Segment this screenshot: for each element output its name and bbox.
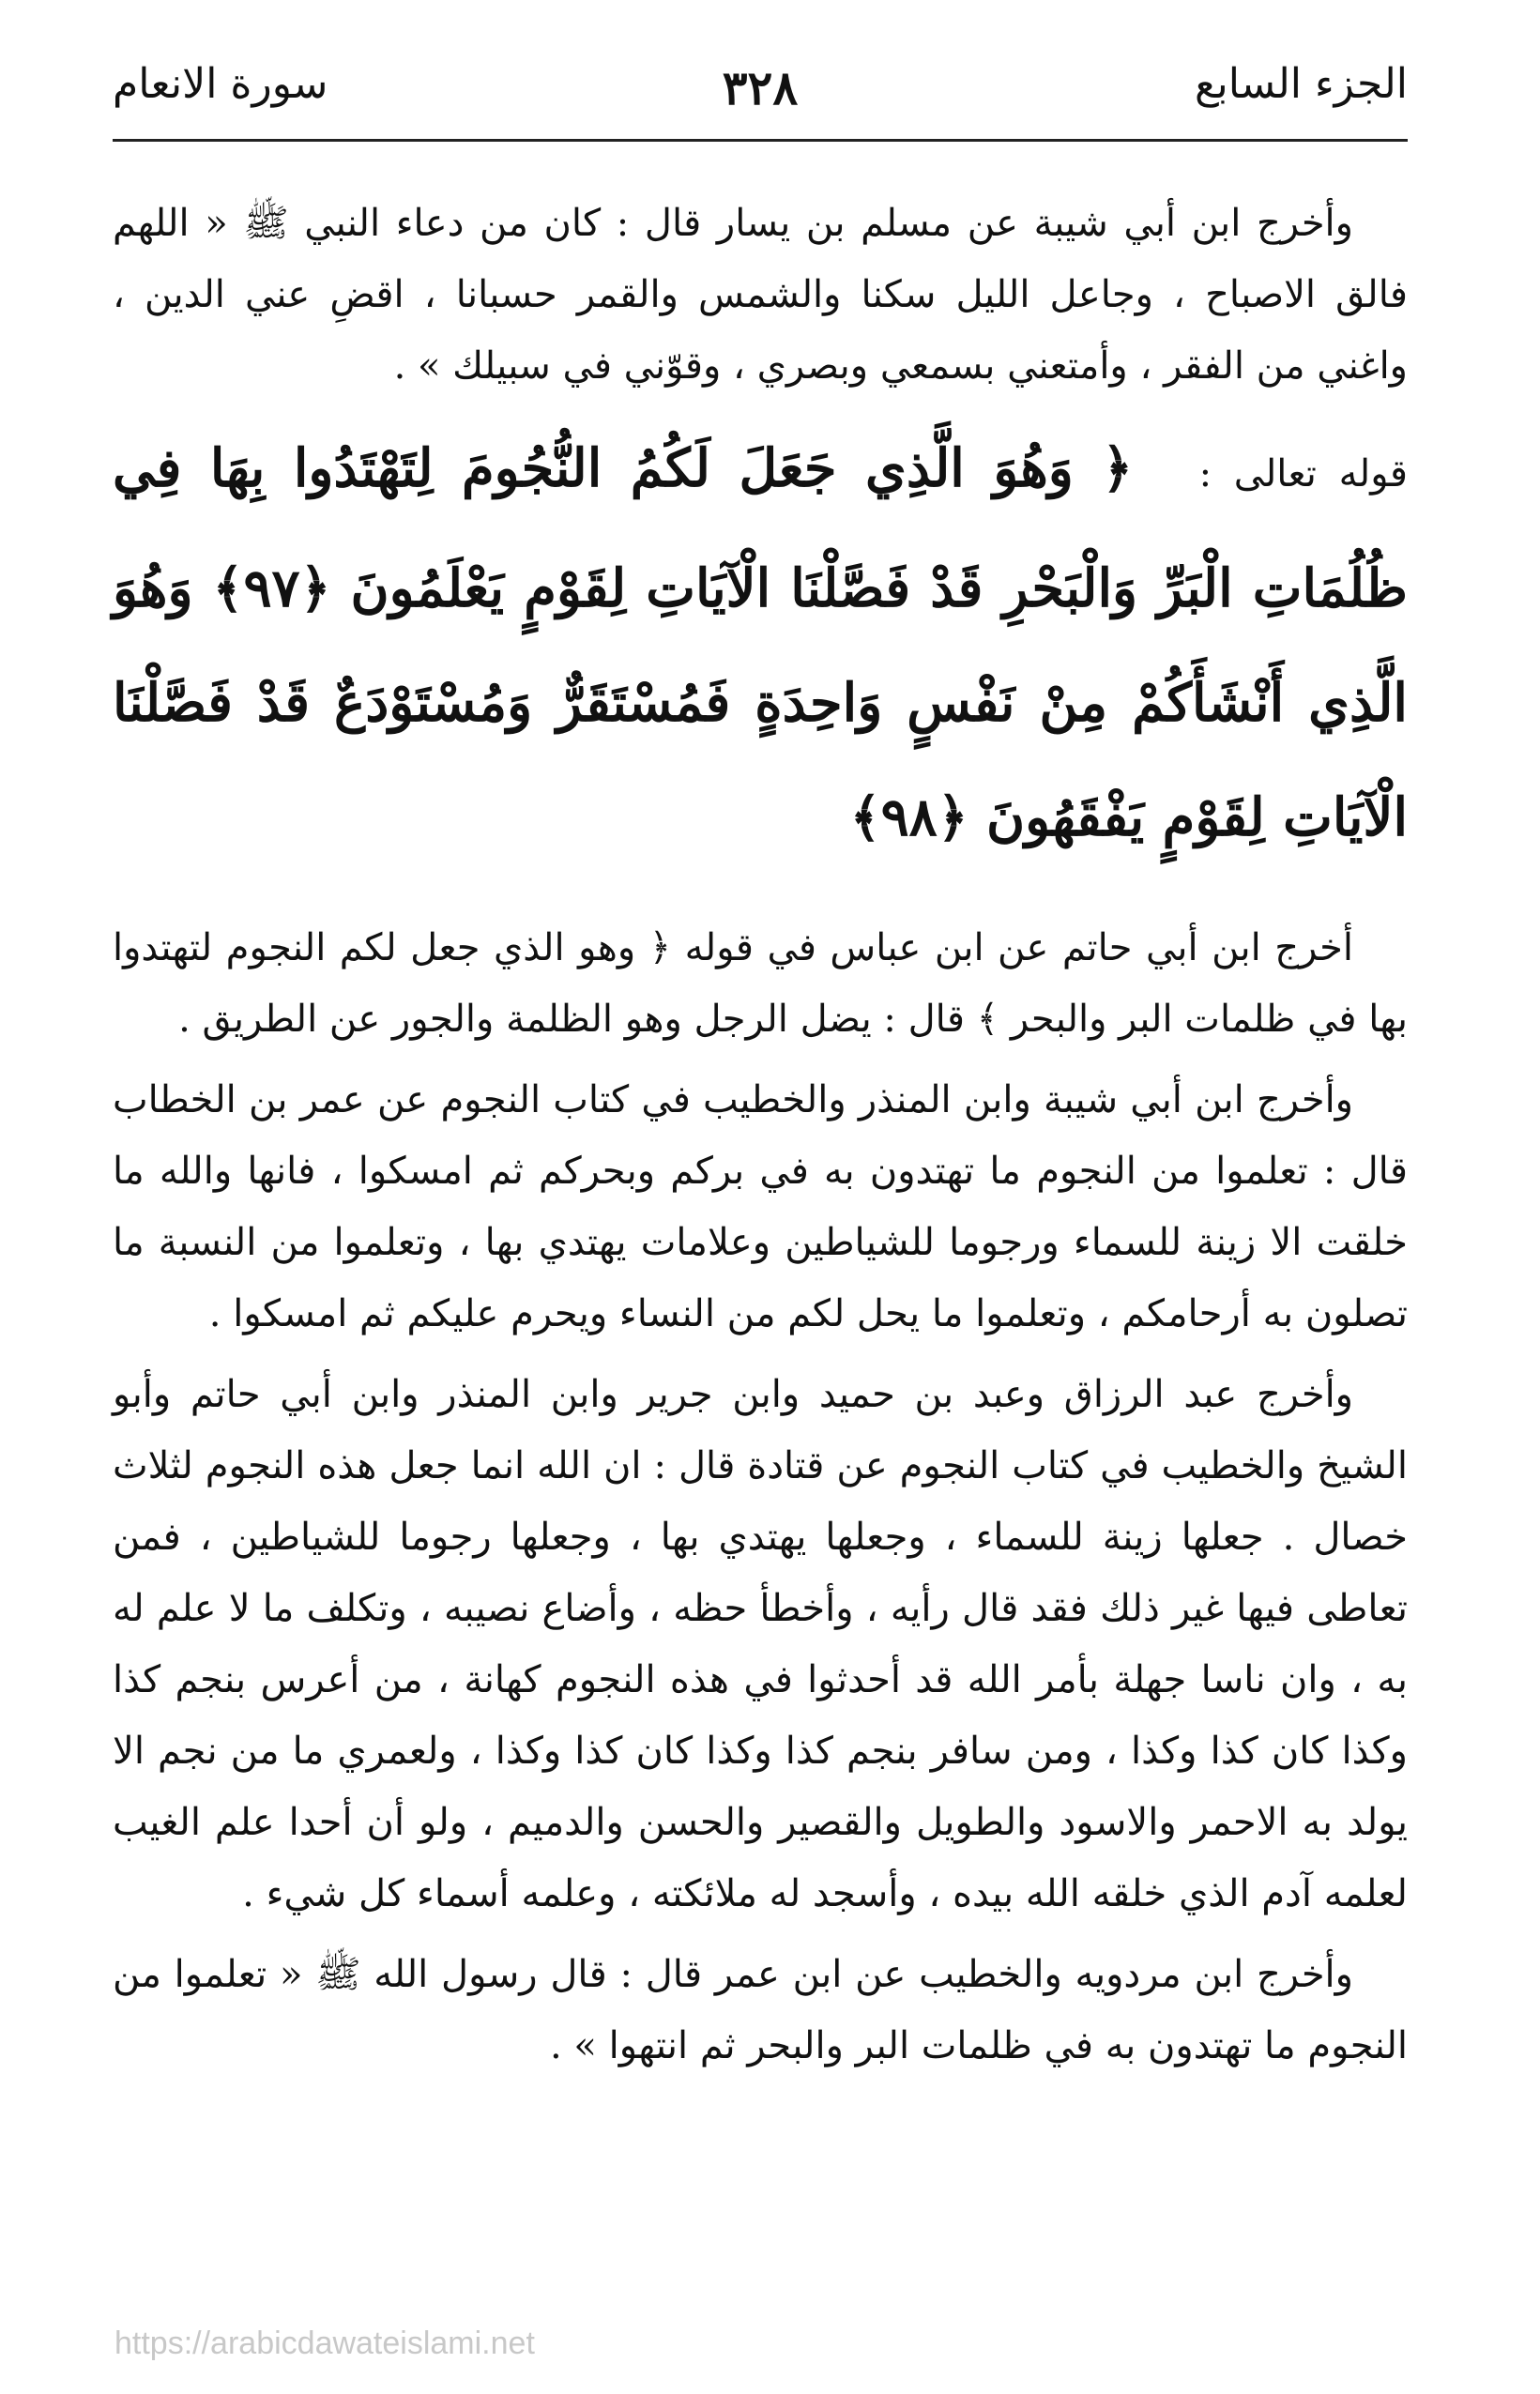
paragraph-2: وأخرج ابن أبي شيبة وابن المنذر والخطيب في كتاب النجوم عن عمر بن الخطاب قال : تعلموا من النجوم ما تهتدون به في بركم وبحركم ثم امسكوا ، فانها والله ما خلقت الا زينة للسماء ورجوما للشياطين وعلامات يهتدي بها ، وتعلموا من النسبة ما تصلون به أرحامكم ، وتعلموا ما يحل لكم من النساء ويحرم عليكم ثم امسكوا .	[113, 1078, 1408, 1335]
part-title: الجزء السابع	[1195, 60, 1408, 108]
paragraph-4: وأخرج ابن مردويه والخطيب عن ابن عمر قال : قال رسول الله ﷺ « تعلموا من النجوم ما تهتدون به في ظلمات البر والبحر ثم انتهوا » .	[113, 1953, 1408, 2067]
page-number: ٣٢٨	[722, 60, 799, 115]
verse-intro: قوله تعالى :	[1198, 452, 1409, 496]
page-body	[113, 188, 1408, 2091]
paragraph-3: وأخرج عبد الرزاق وعبد بن حميد وابن جرير وابن المنذر وابن أبي حاتم وأبو الشيخ والخطيب في كتاب النجوم عن قتادة قال : ان الله انما جعل هذه النجوم لثلاث خصال . جعلها زينة للسماء ، وجعلها يهتدي بها ، وجعلها رجوما للشياطين ، فمن تعاطى فيها غير ذلك فقد قال رأيه ، وأخطأ حظه ، وأضاع نصيبه ، وتكلف ما لا علم له به ، وان ناسا جهلة بأمر الله قد أحدثوا في هذه النجوم كهانة ، من أعرس بنجم كذا وكذا كان كذا وكذا ، ومن سافر بنجم كذا وكذا كان كذا وكذا ، ولعمري ما من نجم الا يولد به الاحمر والاسود والطويل والقصير والحسن والدميم ، ولو أن أحدا علم الغيب لعلمه آدم الذي خلقه الله بيده ، وأسجد له ملائكته ، وعلمه أسماء كل شيء .	[113, 1373, 1409, 1915]
verse-text: ﴿ وَهُوَ الَّذِي جَعَلَ لَكُمُ النُّجُومَ لِتَهْتَدُوا بِهَا فِي ظُلُمَاتِ الْبَرِّ وَالْبَحْرِ قَدْ فَصَّلْنَا الْآيَاتِ لِقَوْمٍ يَعْلَمُونَ ﴿٩٧﴾ وَهُوَ الَّذِي أَنْشَأَكُمْ مِنْ نَفْسٍ وَاحِدَةٍ فَمُسْتَقَرٌّ وَمُسْتَوْدَعٌ قَدْ فَصَّلْنَا الْآيَاتِ لِقَوْمٍ يَفْقَهُونَ ﴿٩٨﴾	[113, 437, 1409, 848]
paragraph-dua: وأخرج ابن أبي شيبة عن مسلم بن يسار قال : كان من دعاء النبي ﷺ « اللهم فالق الاصباح ، وجاعل الليل سكنا والشمس والقمر حسبانا ، اقضِ عني الدين ، واغني من الفقر ، وأمتعني بسمعي وبصري ، وقوّني في سبيلك » .	[113, 202, 1408, 388]
surah-title: سورة الانعام	[113, 60, 328, 108]
paragraph-1: أخرج ابن أبي حاتم عن ابن عباس في قوله ﴿ وهو الذي جعل لكم النجوم لتهتدوا بها في ظلمات البر والبحر ﴾ قال : يضل الرجل وهو الظلمة والجور عن الطريق .	[113, 926, 1408, 1041]
quran-verse-block	[113, 411, 1408, 875]
page-header	[113, 54, 1408, 142]
watermark-url: https://arabicdawateislami.net	[114, 2325, 535, 2361]
